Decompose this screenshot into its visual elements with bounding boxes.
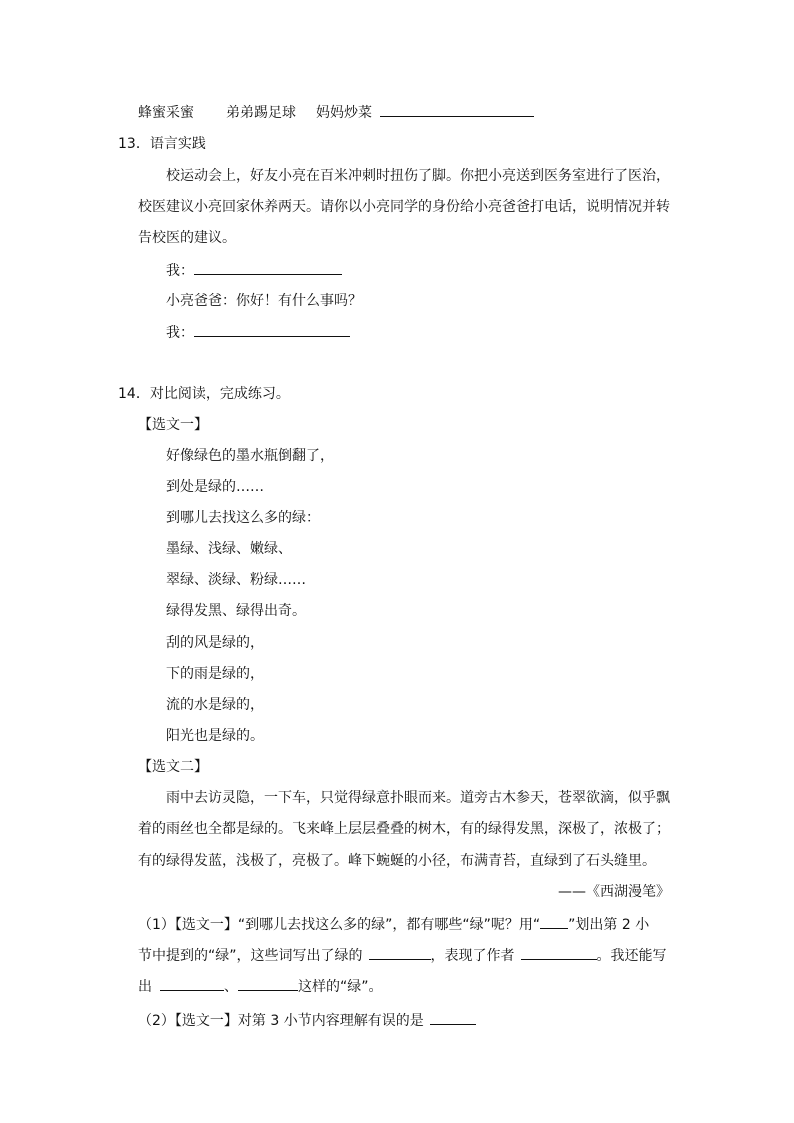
poem-line: 阳光也是绿的。	[166, 728, 264, 744]
q12-item-3: 妈妈炒菜	[316, 105, 372, 121]
q13-me-line-2	[166, 322, 350, 343]
sub-question-1-line-1: （1）【选文一】“到哪儿去找这么多的绿”，都有哪些“绿”呢？用“ ”划出第 2 小	[138, 914, 649, 935]
prose-line-3: 有的绿得发蓝，浅极了，亮极了。峰下蜿蜒的小径，布满青苔，直绿到了石头缝里。	[138, 853, 656, 869]
selection-1-label: 【选文一】	[138, 417, 208, 433]
answer-blank-sub-2[interactable]	[430, 1010, 476, 1025]
answer-blank-green-2[interactable]	[238, 976, 298, 991]
underline-sample-blank[interactable]	[540, 914, 568, 929]
q12-blank[interactable]	[380, 102, 534, 117]
q13-paragraph-line-2: 校医建议小亮回家休养两天。请你以小亮同学的身份给小亮爸爸打电话，说明情况并转	[138, 199, 670, 215]
q13-dad-line: 小亮爸爸：你好！有什么事吗？	[166, 293, 362, 309]
me-label: 我：	[166, 263, 194, 279]
poem-line: 好像绿色的墨水瓶倒翻了，	[166, 448, 334, 464]
poem-line: 到处是绿的……	[166, 479, 264, 495]
source-citation: ——《西湖漫笔》	[558, 884, 670, 900]
poem-line: 流的水是绿的，	[166, 697, 264, 713]
sub-question-2: （2）【选文一】对第 3 小节内容理解有误的是	[138, 1010, 476, 1031]
poem-line: 到哪儿去找这么多的绿：	[166, 510, 320, 526]
selection-2-label: 【选文二】	[138, 759, 208, 775]
q13-paragraph-line-1: 校运动会上，好友小亮在百米冲刺时扭伤了脚。你把小亮送到医务室进行了医治，	[166, 168, 670, 184]
q13-me-blank-2[interactable]	[194, 322, 350, 337]
answer-blank-green-feature[interactable]	[369, 945, 431, 960]
sub-question-1-line-2: 节中提到的“绿”，这些词写出了绿的 ，表现了作者 。我还能写	[138, 945, 667, 966]
q12-answer-line	[138, 102, 534, 123]
prose-line-1: 雨中去访灵隐，一下车，只觉得绿意扑眼而来。道旁古木参天，苍翠欲滴，似乎飘	[166, 790, 670, 806]
poem-line: 下的雨是绿的，	[166, 666, 264, 682]
poem-line: 绿得发黑、绿得出奇。	[166, 603, 306, 619]
q13-title: 13．语言实践	[118, 136, 206, 152]
poem-line: 墨绿、浅绿、嫩绿、	[166, 541, 292, 557]
sub-question-1-line-3: 出 、 这样的“绿”。	[138, 976, 383, 997]
q12-item-2: 弟弟踢足球	[226, 105, 296, 121]
prose-line-2: 着的雨丝也全都是绿的。飞来峰上层层叠叠的树木，有的绿得发黑，深极了，浓极了；	[138, 821, 670, 837]
answer-blank-green-1[interactable]	[160, 976, 224, 991]
me-label: 我：	[166, 325, 194, 341]
poem-line: 刮的风是绿的，	[166, 635, 264, 651]
q13-me-line-1	[166, 260, 342, 281]
answer-blank-author-feeling[interactable]	[521, 945, 597, 960]
q13-paragraph-line-3: 告校医的建议。	[138, 230, 236, 246]
q12-item-1: 蜂蜜采蜜	[138, 105, 194, 121]
q13-me-blank-1[interactable]	[194, 260, 342, 275]
q14-title: 14．对比阅读，完成练习。	[118, 386, 290, 402]
poem-line: 翠绿、淡绿、粉绿……	[166, 572, 306, 588]
